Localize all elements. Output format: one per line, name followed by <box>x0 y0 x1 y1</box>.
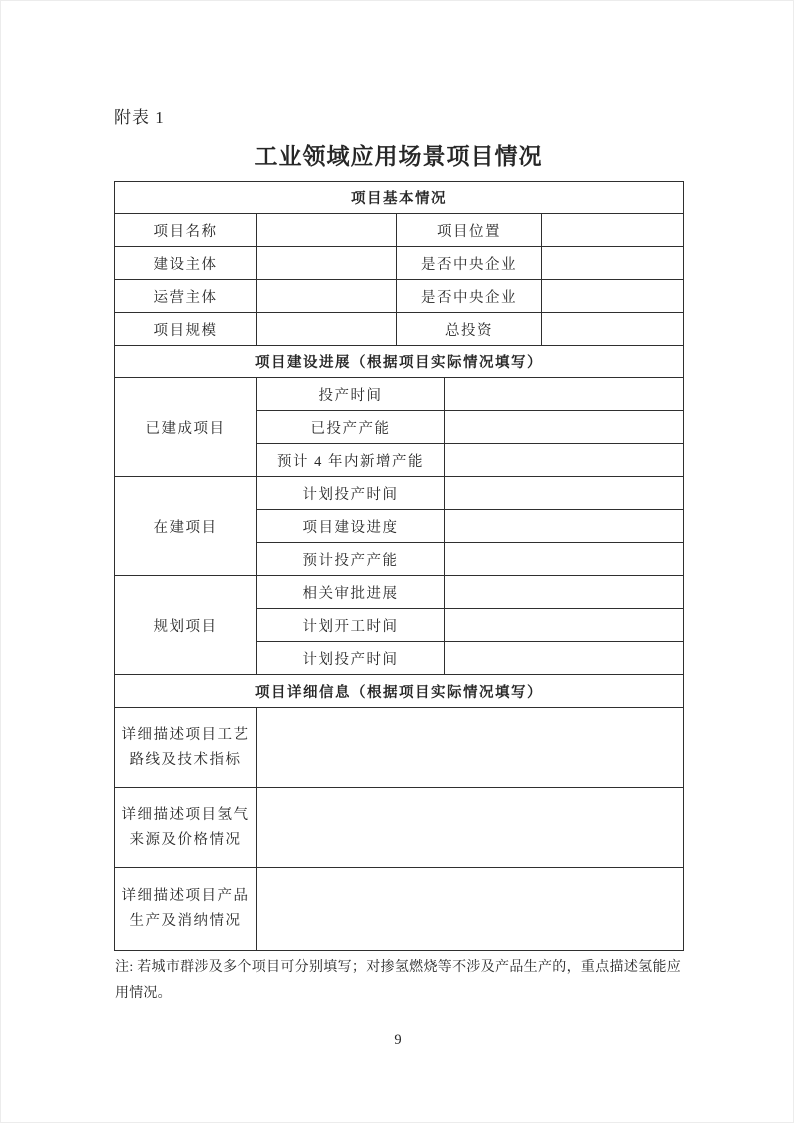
detail-label-hydrogen-source-price: 详细描述项目氢气来源及价格情况 <box>115 788 257 868</box>
sub-row-label-capacity-in-production: 已投产产能 <box>257 411 445 444</box>
input-cell-project-scale[interactable] <box>257 313 397 346</box>
input-cell-total-investment[interactable] <box>542 313 684 346</box>
group-label-under-construction-project: 在建项目 <box>115 477 257 576</box>
sub-row-label-planned-production-time-2: 计划投产时间 <box>257 642 445 675</box>
project-info-table <box>114 181 684 951</box>
input-cell-hydrogen-source-price[interactable] <box>257 788 684 868</box>
sub-row-label-construction-progress: 项目建设进度 <box>257 510 445 543</box>
table-row <box>115 214 684 247</box>
row-label-central-enterprise-2: 是否中央企业 <box>397 280 542 313</box>
table-row <box>115 788 684 868</box>
section-header-row <box>115 675 684 708</box>
input-cell-construction-entity[interactable] <box>257 247 397 280</box>
document-title: 工业领域应用场景项目情况 <box>254 144 543 169</box>
table-row <box>115 247 684 280</box>
row-label-project-name: 项目名称 <box>115 214 257 247</box>
table-row <box>115 280 684 313</box>
section-header-row <box>115 182 684 214</box>
sub-row-label-approval-progress: 相关审批进展 <box>257 576 445 609</box>
input-cell-process-route[interactable] <box>257 708 684 788</box>
row-label-construction-entity: 建设主体 <box>115 247 257 280</box>
title-row <box>114 138 683 171</box>
input-cell-operating-entity[interactable] <box>257 280 397 313</box>
table-row <box>115 576 684 609</box>
row-label-total-investment: 总投资 <box>397 313 542 346</box>
sub-row-label-planned-start-time: 计划开工时间 <box>257 609 445 642</box>
detail-label-product-consumption: 详细描述项目产品生产及消纳情况 <box>115 868 257 951</box>
row-label-project-scale: 项目规模 <box>115 313 257 346</box>
input-cell-central-enterprise-1[interactable] <box>542 247 684 280</box>
group-label-planned-project: 规划项目 <box>115 576 257 675</box>
section-progress-header: 项目建设进展（根据项目实际情况填写） <box>115 346 684 378</box>
input-cell-planned-production-time-2[interactable] <box>445 642 684 675</box>
input-cell-capacity-in-production[interactable] <box>445 411 684 444</box>
input-cell-production-start-time[interactable] <box>445 378 684 411</box>
detail-label-process-route: 详细描述项目工艺路线及技术指标 <box>115 708 257 788</box>
sub-row-label-production-start-time: 投产时间 <box>257 378 445 411</box>
table-row <box>115 868 684 951</box>
page-number: 9 <box>394 1032 402 1048</box>
appendix-label: 附表 1 <box>114 108 165 127</box>
sub-row-label-planned-production-time: 计划投产时间 <box>257 477 445 510</box>
input-cell-project-name[interactable] <box>257 214 397 247</box>
group-label-completed-project: 已建成项目 <box>115 378 257 477</box>
section-header-row <box>115 346 684 378</box>
footnote-text: 注: 若城市群涉及多个项目可分别填写；对掺氢燃烧等不涉及产品生产的，重点描述氢能应用情况。 <box>115 960 681 1001</box>
input-cell-central-enterprise-2[interactable] <box>542 280 684 313</box>
table-row <box>115 378 684 411</box>
section-basic-header: 项目基本情况 <box>115 182 684 214</box>
table-row <box>115 708 684 788</box>
input-cell-project-location[interactable] <box>542 214 684 247</box>
input-cell-product-consumption[interactable] <box>257 868 684 951</box>
table-row <box>115 313 684 346</box>
sub-row-label-expected-new-capacity: 预计 4 年内新增产能 <box>257 444 445 477</box>
input-cell-planned-production-time[interactable] <box>445 477 684 510</box>
sub-row-label-expected-production-capacity: 预计投产产能 <box>257 543 445 576</box>
section-detail-header: 项目详细信息（根据项目实际情况填写） <box>115 675 684 708</box>
input-cell-approval-progress[interactable] <box>445 576 684 609</box>
row-label-project-location: 项目位置 <box>397 214 542 247</box>
input-cell-planned-start-time[interactable] <box>445 609 684 642</box>
input-cell-expected-production-capacity[interactable] <box>445 543 684 576</box>
input-cell-construction-progress[interactable] <box>445 510 684 543</box>
table-row <box>115 477 684 510</box>
row-label-central-enterprise-1: 是否中央企业 <box>397 247 542 280</box>
input-cell-expected-new-capacity[interactable] <box>445 444 684 477</box>
row-label-operating-entity: 运营主体 <box>115 280 257 313</box>
